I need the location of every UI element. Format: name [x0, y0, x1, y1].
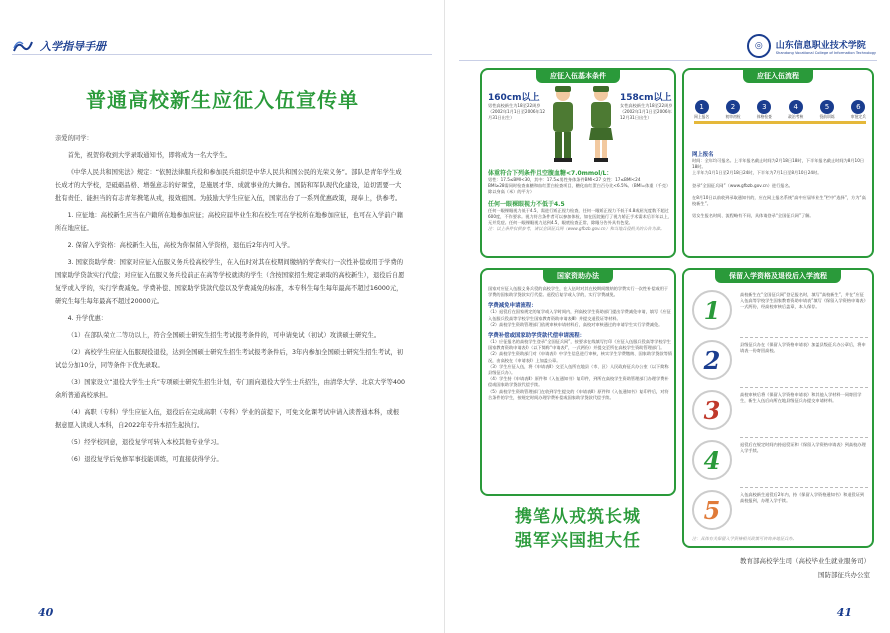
retain-step	[692, 440, 868, 484]
box-tab: 应征入伍流程	[743, 69, 813, 83]
vision-heading: 任何一眼裸眼视力不低于4.5	[488, 200, 565, 208]
weight-heading: 体重符合下列条件且空腹血糖<7.0mmol/L：	[488, 170, 613, 177]
school-name-en: Shandong Vocational College of Information Technology	[775, 50, 876, 55]
paragraph: 4. 升学优惠：	[67, 315, 108, 322]
step-text: 高校新生在“全国征兵网”登记报名时，填写“高校新生”，并在“应征入伍高等学校学生国家教育资助申请表”填写《保留入学资格申请表》一式两份，经高校审核后盖章，本人保存。	[740, 292, 868, 310]
aid-sec1-item: （2）高校学生资助管理部门依规审核申请材料后，高校对审核通过的申请学生实行学费减免。	[488, 321, 663, 327]
aid-sec1-item: （1）退役后在国家规定的复学或入学时间内，到高校学生资助部门提出学费减免申请，填写《应征入伍服兵役高等学校学生国家教育资助申请表Ⅲ》并提交退役证等材料。	[488, 309, 671, 321]
wave-logo-icon	[12, 39, 34, 53]
process-step: 5 役前训练	[819, 100, 834, 120]
aid-sec2-item: （4）学生持《申请表Ⅱ》原件和《入伍通知书》复印件，到所在高校学生资助管理部门办理学费补偿或国家助学贷款代偿手续。	[488, 376, 669, 388]
weight-note: BMI≥28需同时检查血糖和血红蛋白检查项目，糖化血红蛋白百分比<6.5%。（BMI=体重（千克）除以身高（米）的平方）	[488, 183, 671, 195]
paragraph: 《中华人民共和国宪法》规定：“依照法律服兵役和参加民兵组织是中华人民共和国公民的光荣义务”。部队是青年学生成长成才的大学校，是砥砺品格、增强意志的好课堂，是施展才华、成就事业的大舞台。国防和军队现代化建设，迫切需要一大批有责任、能担当的有志青年携笔从戎，报效祖国。为鼓励大学生应征入伍，国家出台了一系列优惠政策，现奉上，供参考。	[55, 169, 402, 202]
paragraph: 1. 应征地：高校新生应当在户籍所在地参加应征；高校应届毕业生和在校生可在学校所在地参加应征，也可在入学前户籍所在地应征。	[55, 212, 404, 232]
vision-body: 任何一眼裸眼视力低于4.5，需进行矫正视力检查，任何一眼矫正视力不低于4.8或屈光度数不超过600度，不作要求。视力符合条件者可以参加体检，如在医院施行了视力矫正手术需术后半年以上、无并发症。任何一眼裸眼视力达到4.5，眼底检查正常，除眼分告外具有色觉。	[488, 207, 672, 226]
slogan-line-2: 强军兴国担大任	[515, 531, 641, 551]
step-text: 入伍高校新生退役后2年内，持《保留入学资格通知书》和退役证到高校报到，办理入学手续。	[740, 492, 865, 504]
paragraph: （5）经学校同意，退役复学可转入本校其他专业学习。	[67, 439, 223, 446]
aid-sec2-item: （3）学生应征入伍，将《申请表Ⅱ》交至入伍所在地县（市、区）人民政府征兵办公室（以下简称县级征兵办）。	[488, 363, 669, 376]
male-age: 男性高校新生为18至22周岁（2002年1月1日至2006年12月31日出生）	[488, 103, 546, 121]
process-step: 6 审批定兵	[851, 100, 866, 120]
step-number: 2	[692, 340, 732, 380]
page-number: 41	[836, 606, 852, 619]
aid-sec2-heading: 学费补偿或国家助学贷款代偿申请流程：	[488, 333, 586, 340]
female-requirements	[620, 90, 674, 122]
retain-box	[682, 268, 874, 548]
process-step: 4 政治考核	[788, 100, 803, 120]
step-text: 高校审核后将《保留入学资格申请表》和其他入学材料一同寄回学生，新生入伍后向所在地县级征兵办提交申请材料。	[740, 392, 862, 404]
step-text: 县级征兵办在《保留入学资格申请表》加盖县级征兵办公章后，将申请表一份寄回高校。	[740, 342, 866, 354]
online-heading: 网上报名	[692, 152, 714, 158]
handbook-title: 入学指导手册	[40, 40, 106, 53]
online-body: 时间：全年均可报名。上半年报名截止时间为2月18日18时，下半年报名截止时间为8月10日18时。	[692, 158, 865, 170]
process-step: 1 网上报名	[694, 100, 709, 120]
aid-sec2-item: （2）高校学生资助部门对《申请表Ⅰ》中学生信息进行审核，核实学生学费缴纳、国家助学贷款等情况，由高校在《申请表Ⅰ》上加盖公章。	[488, 351, 672, 363]
male-height: 160cm以上	[488, 93, 540, 103]
paragraph: （6）退役复学后免修军事技能训练，可直接获得学分。	[67, 456, 223, 463]
paragraph: 2. 保留入学资格：高校新生入伍，高校为你保留入学资格，退伍后2年内可入学。	[67, 242, 294, 249]
step-number: 4	[692, 440, 732, 480]
box-tab: 保留入学资格及退役后入学流程	[715, 269, 841, 283]
aid-box	[480, 268, 676, 496]
step-number: 3	[692, 390, 732, 430]
basic-note: 注：以上条件仅供参考，请以全国征兵网（www.gfbzb.gov.cn）和当地兵役机关的公告为准。	[488, 226, 665, 232]
right-page	[445, 0, 890, 633]
header-divider	[459, 60, 877, 61]
basic-conditions-box	[480, 68, 676, 258]
paragraph: 3. 国家资助学费：国家对应征入伍服义务兵役高校学生，在入伍时对其在校期间缴纳的学费实行一次性补偿或用于学费的国家助学贷款实行代偿；对应征入伍服义务兵役前正在高等学校就读的学生（含按国家招生规定录取的高校新生），退役后自愿复学或入学的，实行学费减免。学费补偿、国家助学贷款代偿以及学费减免的标准，本专科生每生每年最高不超过16000元，研究生每生每年最高不超过20000元。	[55, 259, 405, 305]
step-number: 1	[692, 290, 732, 330]
box-tab: 应征入伍基本条件	[536, 69, 620, 83]
process-box	[682, 68, 874, 258]
box-tab: 国家资助办法	[543, 269, 613, 283]
issuer-2: 国防部征兵办公室	[818, 571, 870, 579]
emblem-icon: ◎	[747, 34, 771, 58]
flyer-title: 普通高校新生应征入伍宣传单	[86, 88, 359, 112]
paragraph: 首先，祝贺你收到大学录取通知书，即将成为一名大学生。	[67, 152, 232, 159]
paragraph: （4）高职（专科）学生应征入伍，退役后在完成高职（专科）学业的前提下，可免文化课考试申请入读普通本科，或根据意愿入读成人本科，自2022年专升本招生起执行。	[55, 409, 400, 429]
aid-sec2-item: （1）应征报名的高校学生登录“全国征兵网”，按要求在线填写打印《应征入伍服兵役高等学校学生国家教育资助申请表Ⅰ》（以下简称“申请表Ⅰ”，一式两份）并提交至所在高校学生资助管理部门。	[488, 339, 671, 351]
retain-step	[692, 290, 868, 334]
school-name: 山东信息职业技术学院	[775, 40, 866, 51]
male-soldier-icon	[544, 84, 582, 164]
paragraph: （1）在部队荣立二等功以上，符合全国硕士研究生招生考试报考条件的，可申请免试（初试）攻读硕士研究生。	[67, 332, 381, 339]
salutation: 亲爱的同学：	[55, 135, 93, 142]
weight-body: 男性：17.5≤BMI<30，其中：17.5≤男性身体条件BMI<27 女性：17≤BMI<24	[488, 177, 641, 182]
step-text: 退役后在规定时间内持退役证和《保留入学资格申请表》到高校办理入学手续。	[740, 442, 866, 454]
aid-intro: 国家对应征入伍服义务兵役的高校学生，在入伍时对其在校期间缴纳的学费实行一次性补偿或用于学费的国家助学贷款实行代偿。退役后复学或入学的，实行学费减免。	[488, 286, 669, 298]
retain-note: 注：具体有关保留入学资格相关政策可咨询各地征兵办。	[692, 535, 797, 541]
header-divider	[12, 54, 432, 55]
female-height: 158cm以上	[620, 93, 672, 103]
female-age: 女性高校新生为18至22周岁（2002年1月1日至2006年12月31日出生）	[620, 103, 673, 121]
aid-sec2-item: （5）高校学生资助管理部门在收到学生提交的《申请表Ⅱ》原件和《入伍通知书》复印件后，对符合条件的学生，按规定时间办理学费补偿或国家助学贷款代偿手续。	[488, 388, 669, 400]
paragraph: （2）高校学生应征入伍服现役退役，达到全国硕士研究生招生考试报考条件后，3年内参加全国硕士研究生招生考试，初试总分加10分，同等条件下优先录取。	[55, 349, 404, 369]
site-line: 登录“全国征兵网”（www.gfbzb.gov.cn）进行报名。	[692, 182, 793, 188]
paragraph: （3）国家设立“退役大学生士兵”专项硕士研究生招生计划，专门面向退役大学生士兵招生，由清华大学、北京大学等400余所普通高校承担。	[55, 379, 405, 399]
flyer-body	[55, 132, 405, 470]
handbook-header	[12, 38, 106, 54]
female-soldier-icon	[582, 84, 620, 164]
page-number: 40	[38, 606, 54, 619]
school-header	[747, 34, 876, 58]
aid-sec1-heading: 学费减免申请流程：	[488, 303, 537, 310]
retain-step	[692, 340, 868, 384]
notice: 在8月10日以前收到录取通知书的，应在网上报名系统“高中应届毕业生”栏中“选择”，方为“高校新生”。	[692, 194, 866, 207]
online-body-2: 上半年为1月1日至2月18日24时，下半年为7月1日至8月10日24时。	[692, 170, 822, 176]
process-step: 2 初审初检	[725, 100, 740, 120]
retain-step	[692, 390, 868, 434]
step-number: 5	[692, 490, 732, 530]
slogan-line-1: 携笔从戎筑长城	[515, 507, 641, 527]
retain-step	[692, 490, 868, 534]
process-step: 3 体格检查	[757, 100, 772, 120]
issuer-1: 教育部高校学生司（高校毕业生就业服务司）	[740, 557, 870, 565]
process-steps	[694, 98, 866, 124]
male-requirements	[488, 90, 546, 122]
consult-note: 男女生报名时间、流程略有不同，具体请登录“全国征兵网”了解。	[692, 213, 814, 219]
